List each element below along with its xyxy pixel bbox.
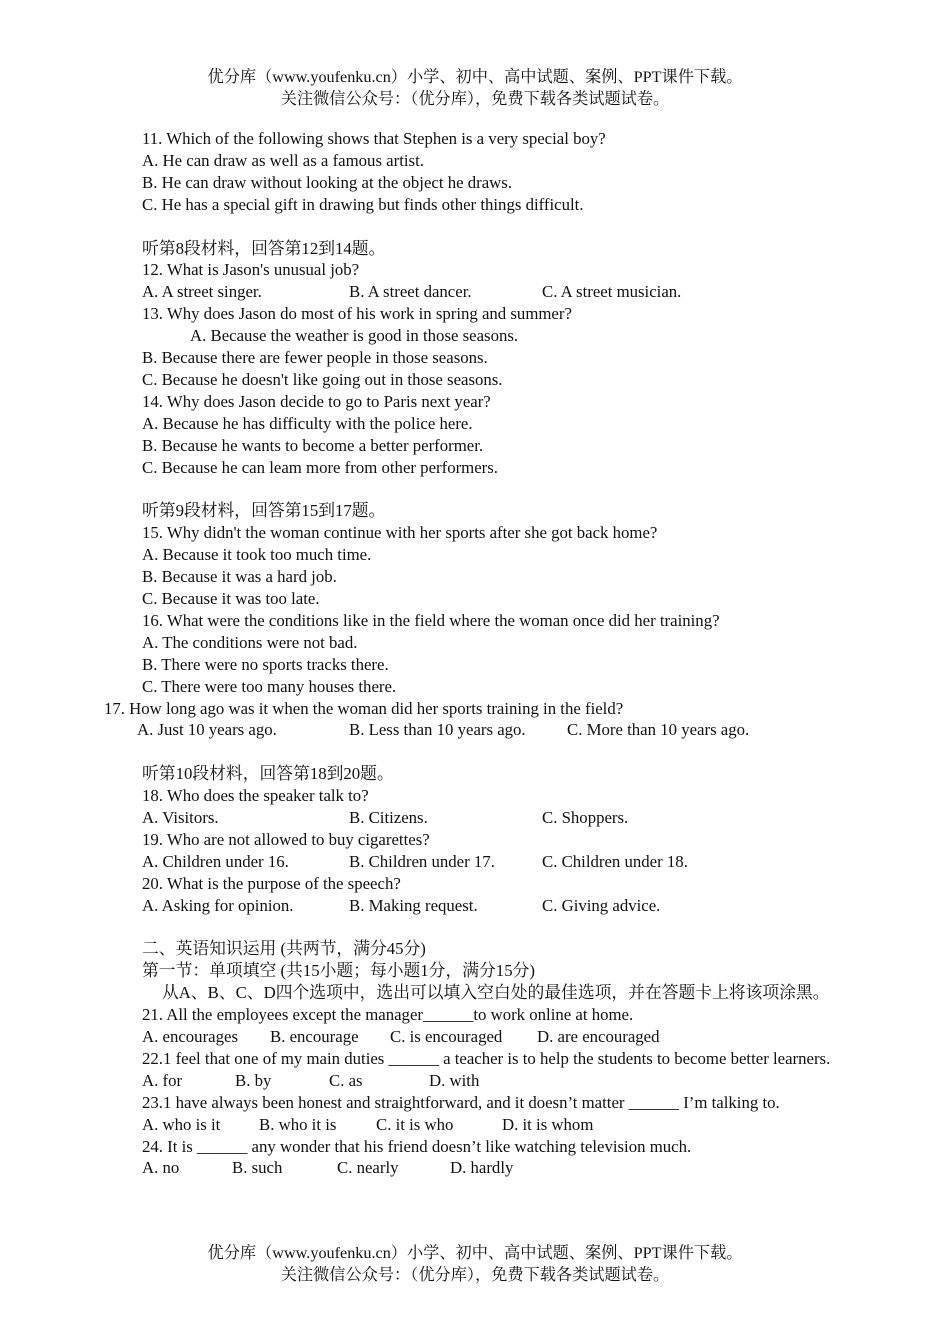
- footer-line-1: 优分库（www.youfenku.cn）小学、初中、高中试题、案例、PPT课件下载。: [207, 1244, 743, 1262]
- header-line-2: 关注微信公众号：（优分库），免费下载各类试题试卷。: [280, 90, 670, 108]
- page-footer: [0, 1242, 950, 1286]
- q20-options: [104, 895, 894, 917]
- q13-option-b: B. Because there are fewer people in those seasons.: [142, 348, 488, 368]
- q12-option-a: A. A street singer.: [142, 282, 262, 302]
- q21-stem: 21. All the employees except the manager______to work online at home.: [142, 1005, 634, 1025]
- q11-option-a: A. He can draw as well as a famous artist.: [142, 150, 424, 170]
- q24-option-a: A. no: [142, 1158, 180, 1178]
- q23-options: [104, 1114, 894, 1136]
- q24-options: [104, 1157, 894, 1179]
- section-10-intro: 听第10段材料，回答第18到20题。: [142, 764, 394, 784]
- q16-option-a: A. The conditions were not bad.: [142, 632, 358, 652]
- q15-option-c: C. Because it was too late.: [142, 588, 320, 608]
- q22-option-c: C. as: [329, 1070, 363, 1090]
- q22-stem: 22.1 feel that one of my main duties ______ a teacher is to help the students to become better learners.: [142, 1048, 831, 1068]
- q19-option-c: C. Children under 18.: [542, 851, 688, 871]
- q19-options: [104, 851, 894, 873]
- q14-option-c: C. Because he can leam more from other performers.: [142, 457, 498, 477]
- q15-option-b: B. Because it was a hard job.: [142, 567, 337, 587]
- q11-option-b: B. He can draw without looking at the object he draws.: [142, 172, 513, 192]
- q21-option-d: D. are encouraged: [537, 1027, 660, 1047]
- q15-stem: 15. Why didn't the woman continue with her sports after she got back home?: [142, 523, 658, 543]
- q18-option-b: B. Citizens.: [349, 808, 428, 828]
- q21-option-b: B. encourage: [270, 1027, 359, 1047]
- q14-option-b: B. Because he wants to become a better performer.: [142, 435, 484, 455]
- q23-option-d: D. it is whom: [502, 1114, 594, 1134]
- q22-options: [104, 1070, 894, 1092]
- q13-option-c: C. Because he doesn't like going out in those seasons.: [142, 369, 503, 389]
- q23-option-b: B. who it is: [259, 1114, 337, 1134]
- q17-option-a: A. Just 10 years ago.: [137, 720, 277, 740]
- q23-stem: 23.1 have always been honest and straightforward, and it doesn’t matter ______ I’m talking to.: [142, 1092, 780, 1112]
- q12-option-b: B. A street dancer.: [349, 282, 472, 302]
- section-9-intro: 听第9段材料，回答第15到17题。: [142, 501, 386, 521]
- q22-option-d: D. with: [429, 1070, 480, 1090]
- q15-option-a: A. Because it took too much time.: [142, 545, 372, 565]
- q24-option-b: B. such: [232, 1158, 283, 1178]
- header-line-1: 优分库（www.youfenku.cn）小学、初中、高中试题、案例、PPT课件下载。: [207, 68, 743, 86]
- part-2-title: 二、英语知识运用 (共两节，满分45分): [142, 939, 426, 959]
- q11-stem: 11. Which of the following shows that Stephen is a very special boy?: [142, 129, 606, 148]
- footer-line-2: 关注微信公众号：（优分库），免费下载各类试题试卷。: [280, 1266, 670, 1284]
- q19-option-a: A. Children under 16.: [142, 851, 289, 871]
- q18-stem: 18. Who does the speaker talk to?: [142, 786, 369, 806]
- q16-stem: 16. What were the conditions like in the field where the woman once did her training?: [142, 610, 720, 630]
- q12-option-c: C. A street musician.: [542, 282, 682, 302]
- q17-option-b: B. Less than 10 years ago.: [349, 720, 526, 740]
- q18-option-a: A. Visitors.: [142, 808, 219, 828]
- q18-option-c: C. Shoppers.: [542, 808, 629, 828]
- q21-options: [104, 1026, 894, 1048]
- exam-body: [104, 128, 894, 1179]
- q13-stem: 13. Why does Jason do most of his work in spring and summer?: [142, 304, 572, 324]
- q16-option-b: B. There were no sports tracks there.: [142, 654, 389, 674]
- q14-stem: 14. Why does Jason decide to go to Paris next year?: [142, 391, 491, 411]
- page-header: [0, 66, 950, 110]
- q24-option-c: C. nearly: [337, 1158, 399, 1178]
- q17-option-c: C. More than 10 years ago.: [567, 720, 750, 740]
- q21-option-a: A. encourages: [142, 1027, 238, 1047]
- instruction-paragraph: 从A、B、C、D四个选项中，选出可以填入空白处的最佳选项，并在答题卡上将该项涂黑。: [162, 983, 830, 1003]
- q16-option-c: C. There were too many houses there.: [142, 676, 397, 696]
- q22-option-a: A. for: [142, 1070, 183, 1090]
- q20-option-c: C. Giving advice.: [542, 895, 661, 915]
- q24-option-d: D. hardly: [450, 1158, 514, 1178]
- q18-options: [104, 807, 894, 829]
- q17-options: [104, 719, 894, 741]
- q14-option-a: A. Because he has difficulty with the police here.: [142, 413, 473, 433]
- q17-stem: 17. How long ago was it when the woman did her sports training in the field?: [104, 698, 624, 718]
- q12-stem: 12. What is Jason's unusual job?: [142, 260, 360, 280]
- section-1-title: 第一节：单项填空 (共15小题；每小题1分，满分15分): [142, 961, 535, 981]
- q21-option-c: C. is encouraged: [390, 1027, 503, 1047]
- q19-stem: 19. Who are not allowed to buy cigarettes?: [142, 829, 430, 849]
- q20-option-b: B. Making request.: [349, 895, 478, 915]
- q20-option-a: A. Asking for opinion.: [142, 895, 294, 915]
- q22-option-b: B. by: [235, 1070, 272, 1090]
- q11-option-c: C. He has a special gift in drawing but finds other things difficult.: [142, 194, 584, 214]
- q24-stem: 24. It is ______ any wonder that his friend doesn’t like watching television much.: [142, 1136, 692, 1156]
- section-8-intro: 听第8段材料，回答第12到14题。: [142, 238, 386, 258]
- q19-option-b: B. Children under 17.: [349, 851, 495, 871]
- q23-option-a: A. who is it: [142, 1114, 221, 1134]
- q20-stem: 20. What is the purpose of the speech?: [142, 873, 401, 893]
- q13-option-a: A. Because the weather is good in those seasons.: [190, 326, 519, 346]
- q23-option-c: C. it is who: [376, 1114, 454, 1134]
- q12-options: [104, 281, 894, 303]
